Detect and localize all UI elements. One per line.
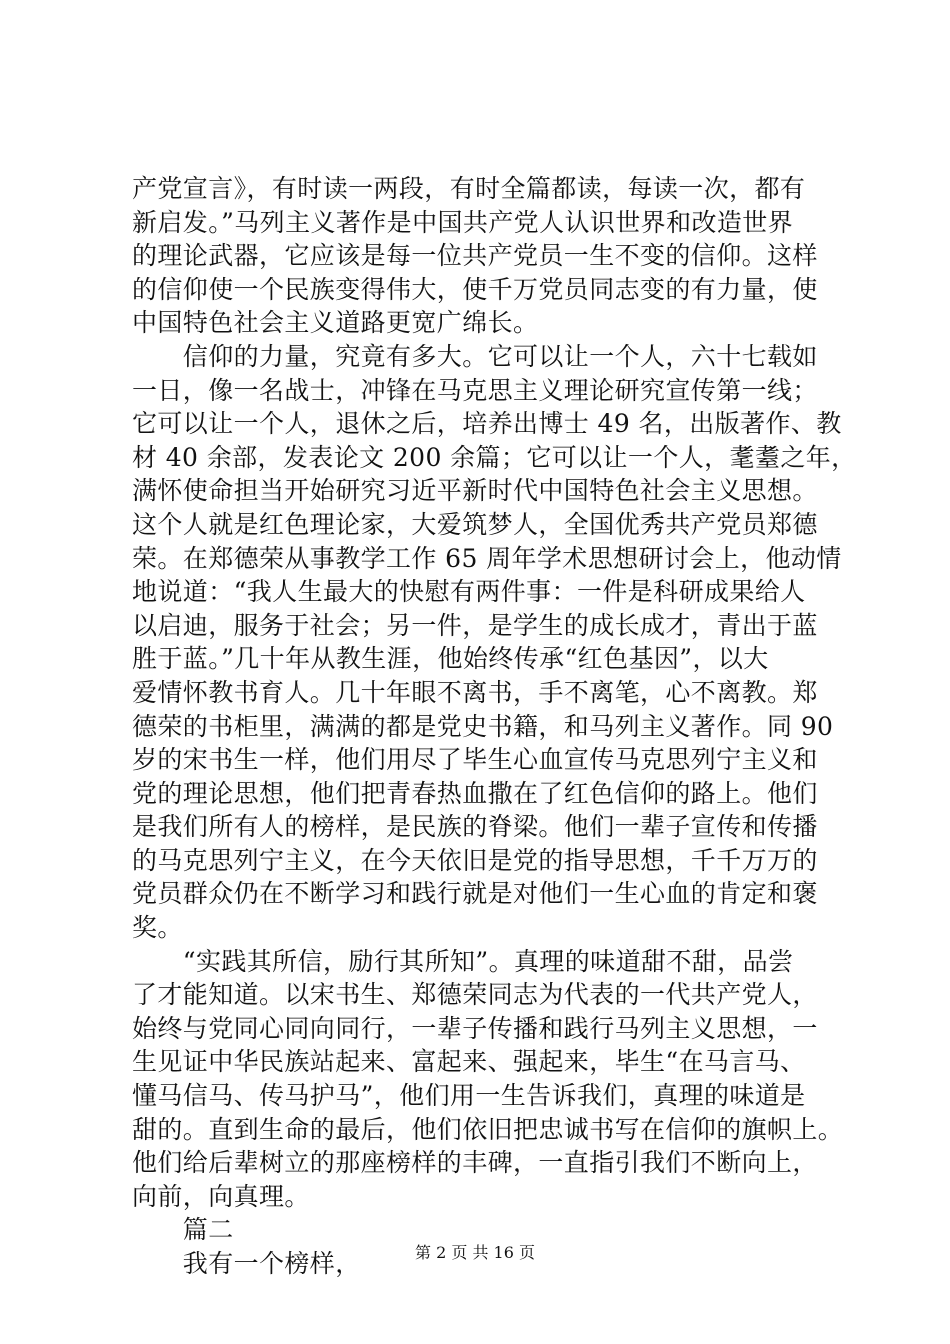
text-line: 他们给后辈树立的那座榜样的丰碑，一直指引我们不断向上， xyxy=(132,1148,818,1178)
body-text xyxy=(132,172,862,1281)
text-line: 我有一个榜样， xyxy=(132,1249,361,1278)
text-line: 地说道：“我人生最大的快慰有两件事：一件是科研成果给人 xyxy=(132,577,806,607)
text-line: 满怀使命担当开始研究习近平新时代中国特色社会主义思想。 xyxy=(132,476,818,506)
page-number-footer: 第 2 页 共 16 页 xyxy=(415,1243,535,1262)
section-heading: 篇二 xyxy=(132,1215,234,1245)
text-line: 的理论武器，它应该是每一位共产党员一生不变的信仰。这样 xyxy=(132,241,818,271)
text-line: 产党宣言》，有时读一两段，有时全篇都读，每读一次，都有 xyxy=(132,174,806,203)
text-line: 懂马信马、传马护马”，他们用一生告诉我们，真理的味道是 xyxy=(132,1081,806,1111)
text-line: 向前，向真理。 xyxy=(132,1181,310,1211)
text-line: 荣。在郑德荣从事教学工作 65 周年学术思想研讨会上，他动情 xyxy=(132,543,842,573)
text-line: 始终与党同心同向同行，一辈子传播和践行马列主义思想，一 xyxy=(132,1013,818,1043)
text-line: 以启迪，服务于社会；另一件，是学生的成长成才，青出于蓝 xyxy=(132,610,818,640)
text-line: 新启发。”马列主义著作是中国共产党人认识世界和改造世界 xyxy=(132,207,794,237)
text-line: 信仰的力量，究竟有多大。它可以让一个人，六十七载如 xyxy=(132,341,818,371)
text-line: 的马克思列宁主义，在今天依旧是党的指导思想，千千万万的 xyxy=(132,845,818,875)
text-line: 胜于蓝。”几十年从教生涯，他始终传承“红色基因”，以大 xyxy=(132,644,769,674)
text-line: 生见证中华民族站起来、富起来、强起来，毕生“在马言马、 xyxy=(132,1047,806,1077)
text-line: 党的理论思想，他们把青春热血撒在了红色信仰的路上。他们 xyxy=(132,778,818,808)
text-line: “实践其所信，励行其所知”。真理的味道甜不甜，品尝 xyxy=(132,946,794,976)
text-line: 的信仰使一个民族变得伟大，使千万党员同志变的有力量，使 xyxy=(132,274,818,304)
text-line: 了才能知道。以宋书生、郑德荣同志为代表的一代共产党人， xyxy=(132,980,818,1010)
text-line: 它可以让一个人，退休之后，培养出博士 49 名，出版著作、教 xyxy=(132,409,842,439)
text-line: 岁的宋书生一样，他们用尽了毕生心血宣传马克思列宁主义和 xyxy=(132,745,818,775)
text-line: 甜的。直到生命的最后，他们依旧把忠诚书写在信仰的旗帜上。 xyxy=(132,1114,844,1144)
text-line: 材 40 余部，发表论文 200 余篇；它可以让一个人，耄耋之年， xyxy=(132,442,857,472)
text-line: 党员群众仍在不断学习和践行就是对他们一生心血的肯定和褒 xyxy=(132,879,818,909)
text-line: 爱情怀教书育人。几十年眼不离书，手不离笔，心不离教。郑 xyxy=(132,677,818,707)
text-line: 中国特色社会主义道路更宽广绵长。 xyxy=(132,308,539,338)
text-line: 奖。 xyxy=(132,913,183,943)
text-line: 这个人就是红色理论家，大爱筑梦人，全国优秀共产党员郑德 xyxy=(132,509,818,539)
text-line: 德荣的书柜里，满满的都是党史书籍，和马列主义著作。同 90 xyxy=(132,711,834,741)
text-line: 一日，像一名战士，冲锋在马克思主义理论研究宣传第一线； xyxy=(132,375,818,405)
text-line: 是我们所有人的榜样，是民族的脊梁。他们一辈子宣传和传播 xyxy=(132,812,818,842)
